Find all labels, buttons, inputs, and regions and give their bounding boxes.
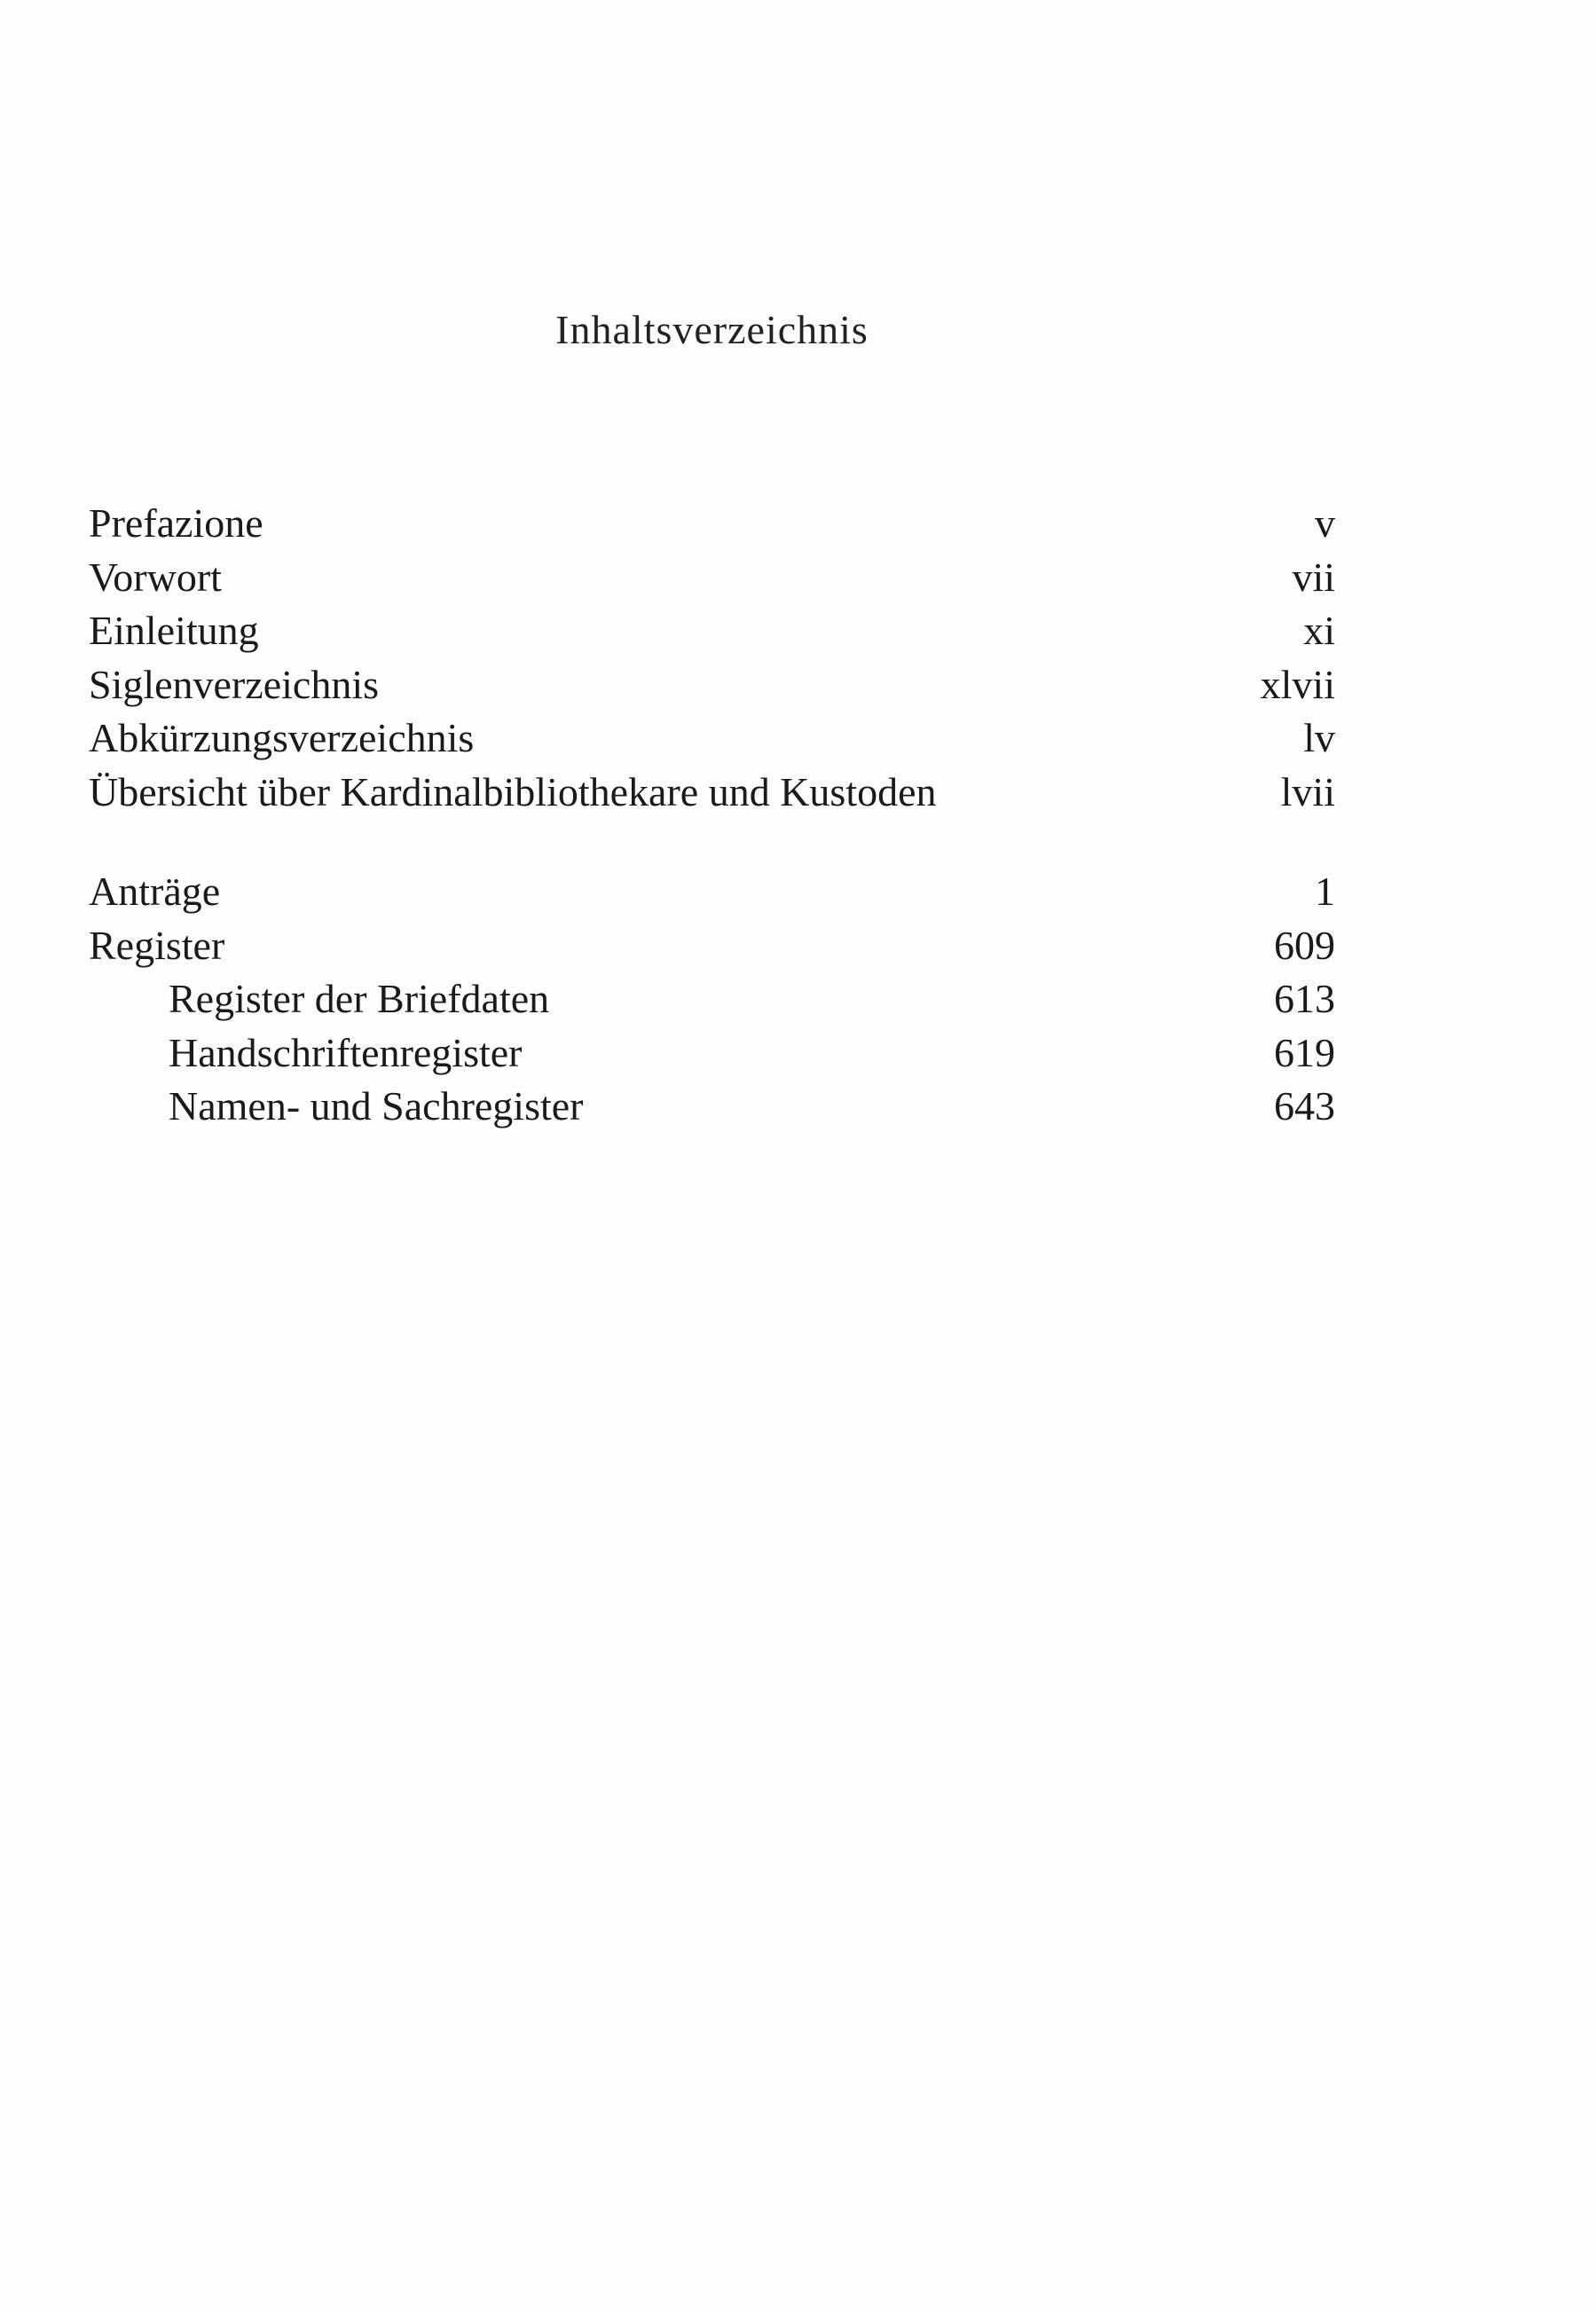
toc-entry-page: 609 [1274,922,1335,968]
toc-entry-label: Register der Briefdaten [169,976,550,1021]
toc-entry-page: 643 [1274,1083,1335,1128]
toc-entry [89,766,1335,820]
toc-entry-label: Abkürzungsverzeichnis [89,715,475,760]
toc-entry-label: Register [89,922,225,968]
toc-entry-page: lv [1303,715,1335,760]
toc-entry-page: 619 [1274,1029,1335,1075]
toc-entry-page: xi [1303,608,1335,653]
toc-entry-page: vii [1292,554,1335,600]
toc-entry-page: xlvii [1260,661,1335,707]
toc-entry-label: Vorwort [89,554,222,600]
toc-entry [89,865,1335,919]
toc-entry [89,604,1335,658]
toc-entry-page: 1 [1315,869,1335,914]
page-title: Inhaltsverzeichnis [555,307,869,352]
toc-entry-label: Siglenverzeichnis [89,661,380,707]
toc-entry-label: Namen- und Sachregister [169,1083,584,1128]
toc-entry [89,919,1335,973]
toc-entry [89,712,1335,766]
toc-front-matter [89,497,1335,819]
toc-main-matter [89,865,1335,1134]
toc-entry-page: lvii [1280,768,1335,814]
toc-entry [89,551,1335,605]
toc-subentry [89,972,1335,1026]
toc-entry-label: Einleitung [89,608,259,653]
toc-entry-page: 613 [1274,976,1335,1021]
toc-entry-label: Anträge [89,869,221,914]
toc-entry-label: Übersicht über Kardinalbibliothekare und Kustoden [89,768,937,814]
toc-entry [89,658,1335,712]
toc-entry [89,497,1335,551]
toc-entry-page: v [1315,500,1335,546]
toc-subentry [89,1026,1335,1081]
toc-entry-label: Prefazione [89,500,263,546]
toc-entry-label: Handschriftenregister [169,1029,523,1075]
toc-subentry [89,1080,1335,1134]
